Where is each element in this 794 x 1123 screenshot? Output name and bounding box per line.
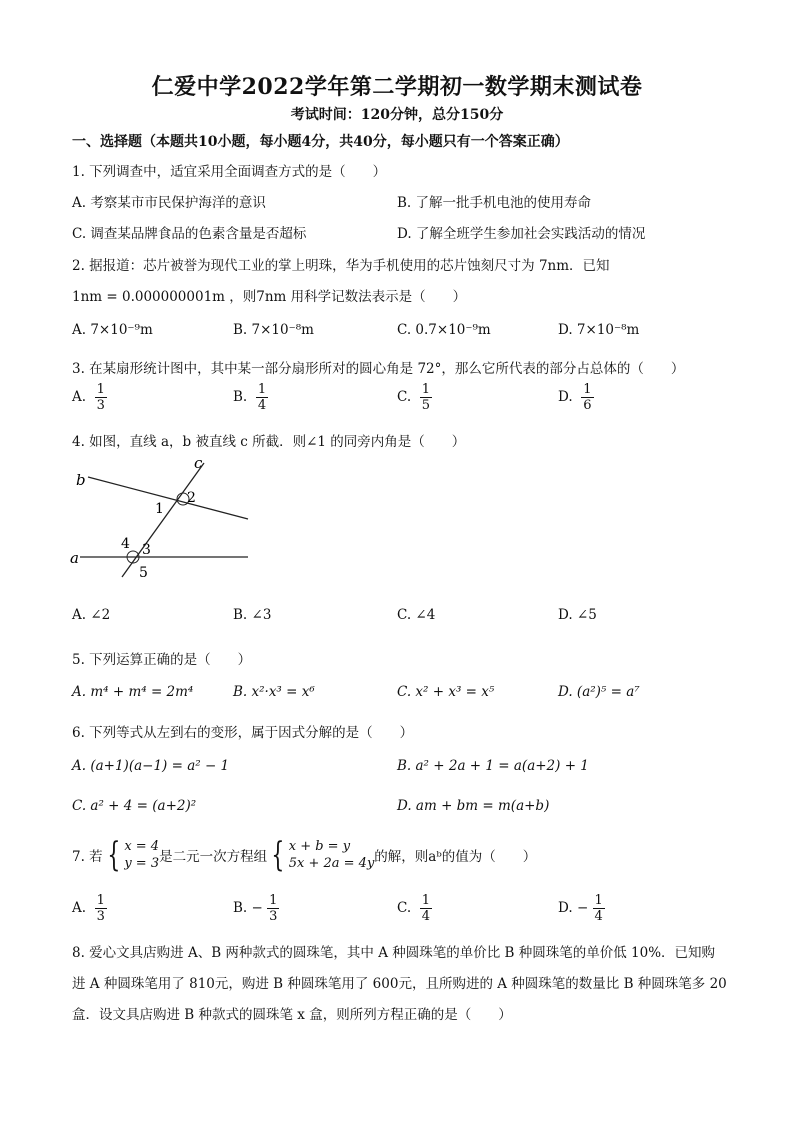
- line-c: [122, 463, 204, 577]
- fraction: $\frac{1}{3}$: [96, 382, 105, 413]
- solution-system: x = 4 y = 3: [124, 839, 160, 871]
- q6-option-c: C. a² + 4 = (a+2)²: [72, 798, 197, 814]
- angle-label-3: 3: [142, 542, 151, 558]
- q3-option-d: D. $\frac{1}{6}$: [558, 382, 592, 413]
- q7-stem: 7. 若 { x = 4 y = 3 是二元一次方程组 { x + b = y 5x + 2a = 4y 的解，则aᵇ的值为（ ）: [72, 835, 537, 875]
- parallel-lines-figure: [66, 455, 256, 585]
- q4-option-d: D. ∠5: [558, 607, 597, 623]
- q5-option-b: B. x²·x³ = x⁶: [233, 684, 315, 700]
- fraction: $\frac{1}{4}$: [257, 382, 267, 413]
- q2-option-b: B. 7×10⁻⁸m: [233, 322, 314, 338]
- fraction: $\frac{1}{5}$: [421, 382, 431, 413]
- q3-stem: 3. 在某扇形统计图中，其中某一部分扇形所对的圆心角是 72°，那么它所代表的部分占总体的（ ）: [72, 361, 685, 377]
- q7-option-d: D. − $\frac{1}{4}$: [558, 893, 603, 924]
- angle-label-5: 5: [139, 565, 148, 581]
- fraction: $\frac{1}{6}$: [583, 382, 592, 413]
- q4-option-b: B. ∠3: [233, 607, 272, 623]
- q1-option-c: C. 调查某品牌食品的色素含量是否超标: [72, 226, 307, 242]
- q5-option-d: D. (a²)⁵ = a⁷: [558, 684, 640, 700]
- q8-stem-line2: 进 A 种圆珠笔用了 810元，购进 B 种圆珠笔用了 600元，且所购进的 A 种圆珠笔的数量比 B 种圆珠笔多 20: [72, 976, 727, 992]
- q3-option-b: B. $\frac{1}{4}$: [233, 382, 267, 413]
- fraction: $\frac{1}{4}$: [594, 893, 603, 924]
- q2-option-d: D. 7×10⁻⁸m: [558, 322, 640, 338]
- q1-stem: 1. 下列调查中，适宜采用全面调查方式的是（ ）: [72, 164, 387, 180]
- q3-option-a: A. $\frac{1}{3}$: [72, 382, 105, 413]
- q5-stem: 5. 下列运算正确的是（ ）: [72, 652, 252, 668]
- q3-option-c: C. $\frac{1}{5}$: [397, 382, 431, 413]
- q4-stem: 4. 如图，直线 a，b 被直线 c 所截．则∠1 的同旁内角是（ ）: [72, 434, 466, 450]
- q2-option-c: C. 0.7×10⁻⁹m: [397, 322, 491, 338]
- q7-option-c: C. $\frac{1}{4}$: [397, 893, 431, 924]
- section-heading: 一、选择题（本题共10小题，每小题4分，共40分，每小题只有一个答案正确）: [72, 134, 569, 150]
- q8-stem-line1: 8. 爱心文具店购进 A、B 两种款式的圆珠笔，其中 A 种圆珠笔的单价比 B 种圆珠笔的单价低 10%．已知购: [72, 945, 716, 961]
- q4-option-a: A. ∠2: [72, 607, 111, 623]
- angle-label-1: 1: [155, 501, 164, 517]
- label-b: b: [76, 471, 86, 489]
- q6-stem: 6. 下列等式从左到右的变形，属于因式分解的是（ ）: [72, 725, 414, 741]
- q2-stem-line1: 2. 据报道：芯片被誉为现代工业的掌上明珠，华为手机使用的芯片蚀刻尺寸为 7nm．已知: [72, 258, 610, 274]
- angle-label-4: 4: [121, 536, 130, 552]
- q7-option-b: B. − $\frac{1}{3}$: [233, 893, 278, 924]
- exam-time-info: 考试时间：120分钟，总分150分: [290, 107, 504, 123]
- fraction: $\frac{1}{3}$: [269, 893, 278, 924]
- q1-option-d: D. 了解全班学生参加社会实践活动的情况: [397, 226, 646, 242]
- q5-option-a: A. m⁴ + m⁴ = 2m⁴: [72, 684, 194, 700]
- q7-option-a: A. $\frac{1}{3}$: [72, 893, 105, 924]
- q6-option-a: A. (a+1)(a−1) = a² − 1: [72, 758, 230, 774]
- q6-option-b: B. a² + 2a + 1 = a(a+2) + 1: [397, 758, 589, 774]
- equation-system: x + b = y 5x + 2a = 4y: [288, 839, 375, 871]
- q4-option-c: C. ∠4: [397, 607, 436, 623]
- q2-stem-line2: 1nm = 0.000000001m ，则7nm 用科学记数法表示是（ ）: [72, 289, 467, 305]
- exam-title: 仁爱中学2022学年第二学期初一数学期末测试卷: [151, 74, 643, 100]
- left-brace: {: [271, 835, 285, 875]
- fraction: $\frac{1}{3}$: [96, 893, 105, 924]
- q2-option-a: A. 7×10⁻⁹m: [72, 322, 153, 338]
- q6-option-d: D. am + bm = m(a+b): [397, 798, 550, 814]
- q1-option-a: A. 考察某市市民保护海洋的意识: [72, 195, 266, 211]
- q8-stem-line3: 盒．设文具店购进 B 种款式的圆珠笔 x 盒，则所列方程正确的是（ ）: [72, 1007, 512, 1023]
- fraction: $\frac{1}{4}$: [421, 893, 431, 924]
- label-a: a: [70, 549, 79, 567]
- angle-label-2: 2: [187, 490, 196, 506]
- label-c: c: [194, 455, 203, 472]
- q5-option-c: C. x² + x³ = x⁵: [397, 684, 495, 700]
- q1-option-b: B. 了解一批手机电池的使用寿命: [397, 195, 592, 211]
- left-brace: {: [107, 835, 120, 875]
